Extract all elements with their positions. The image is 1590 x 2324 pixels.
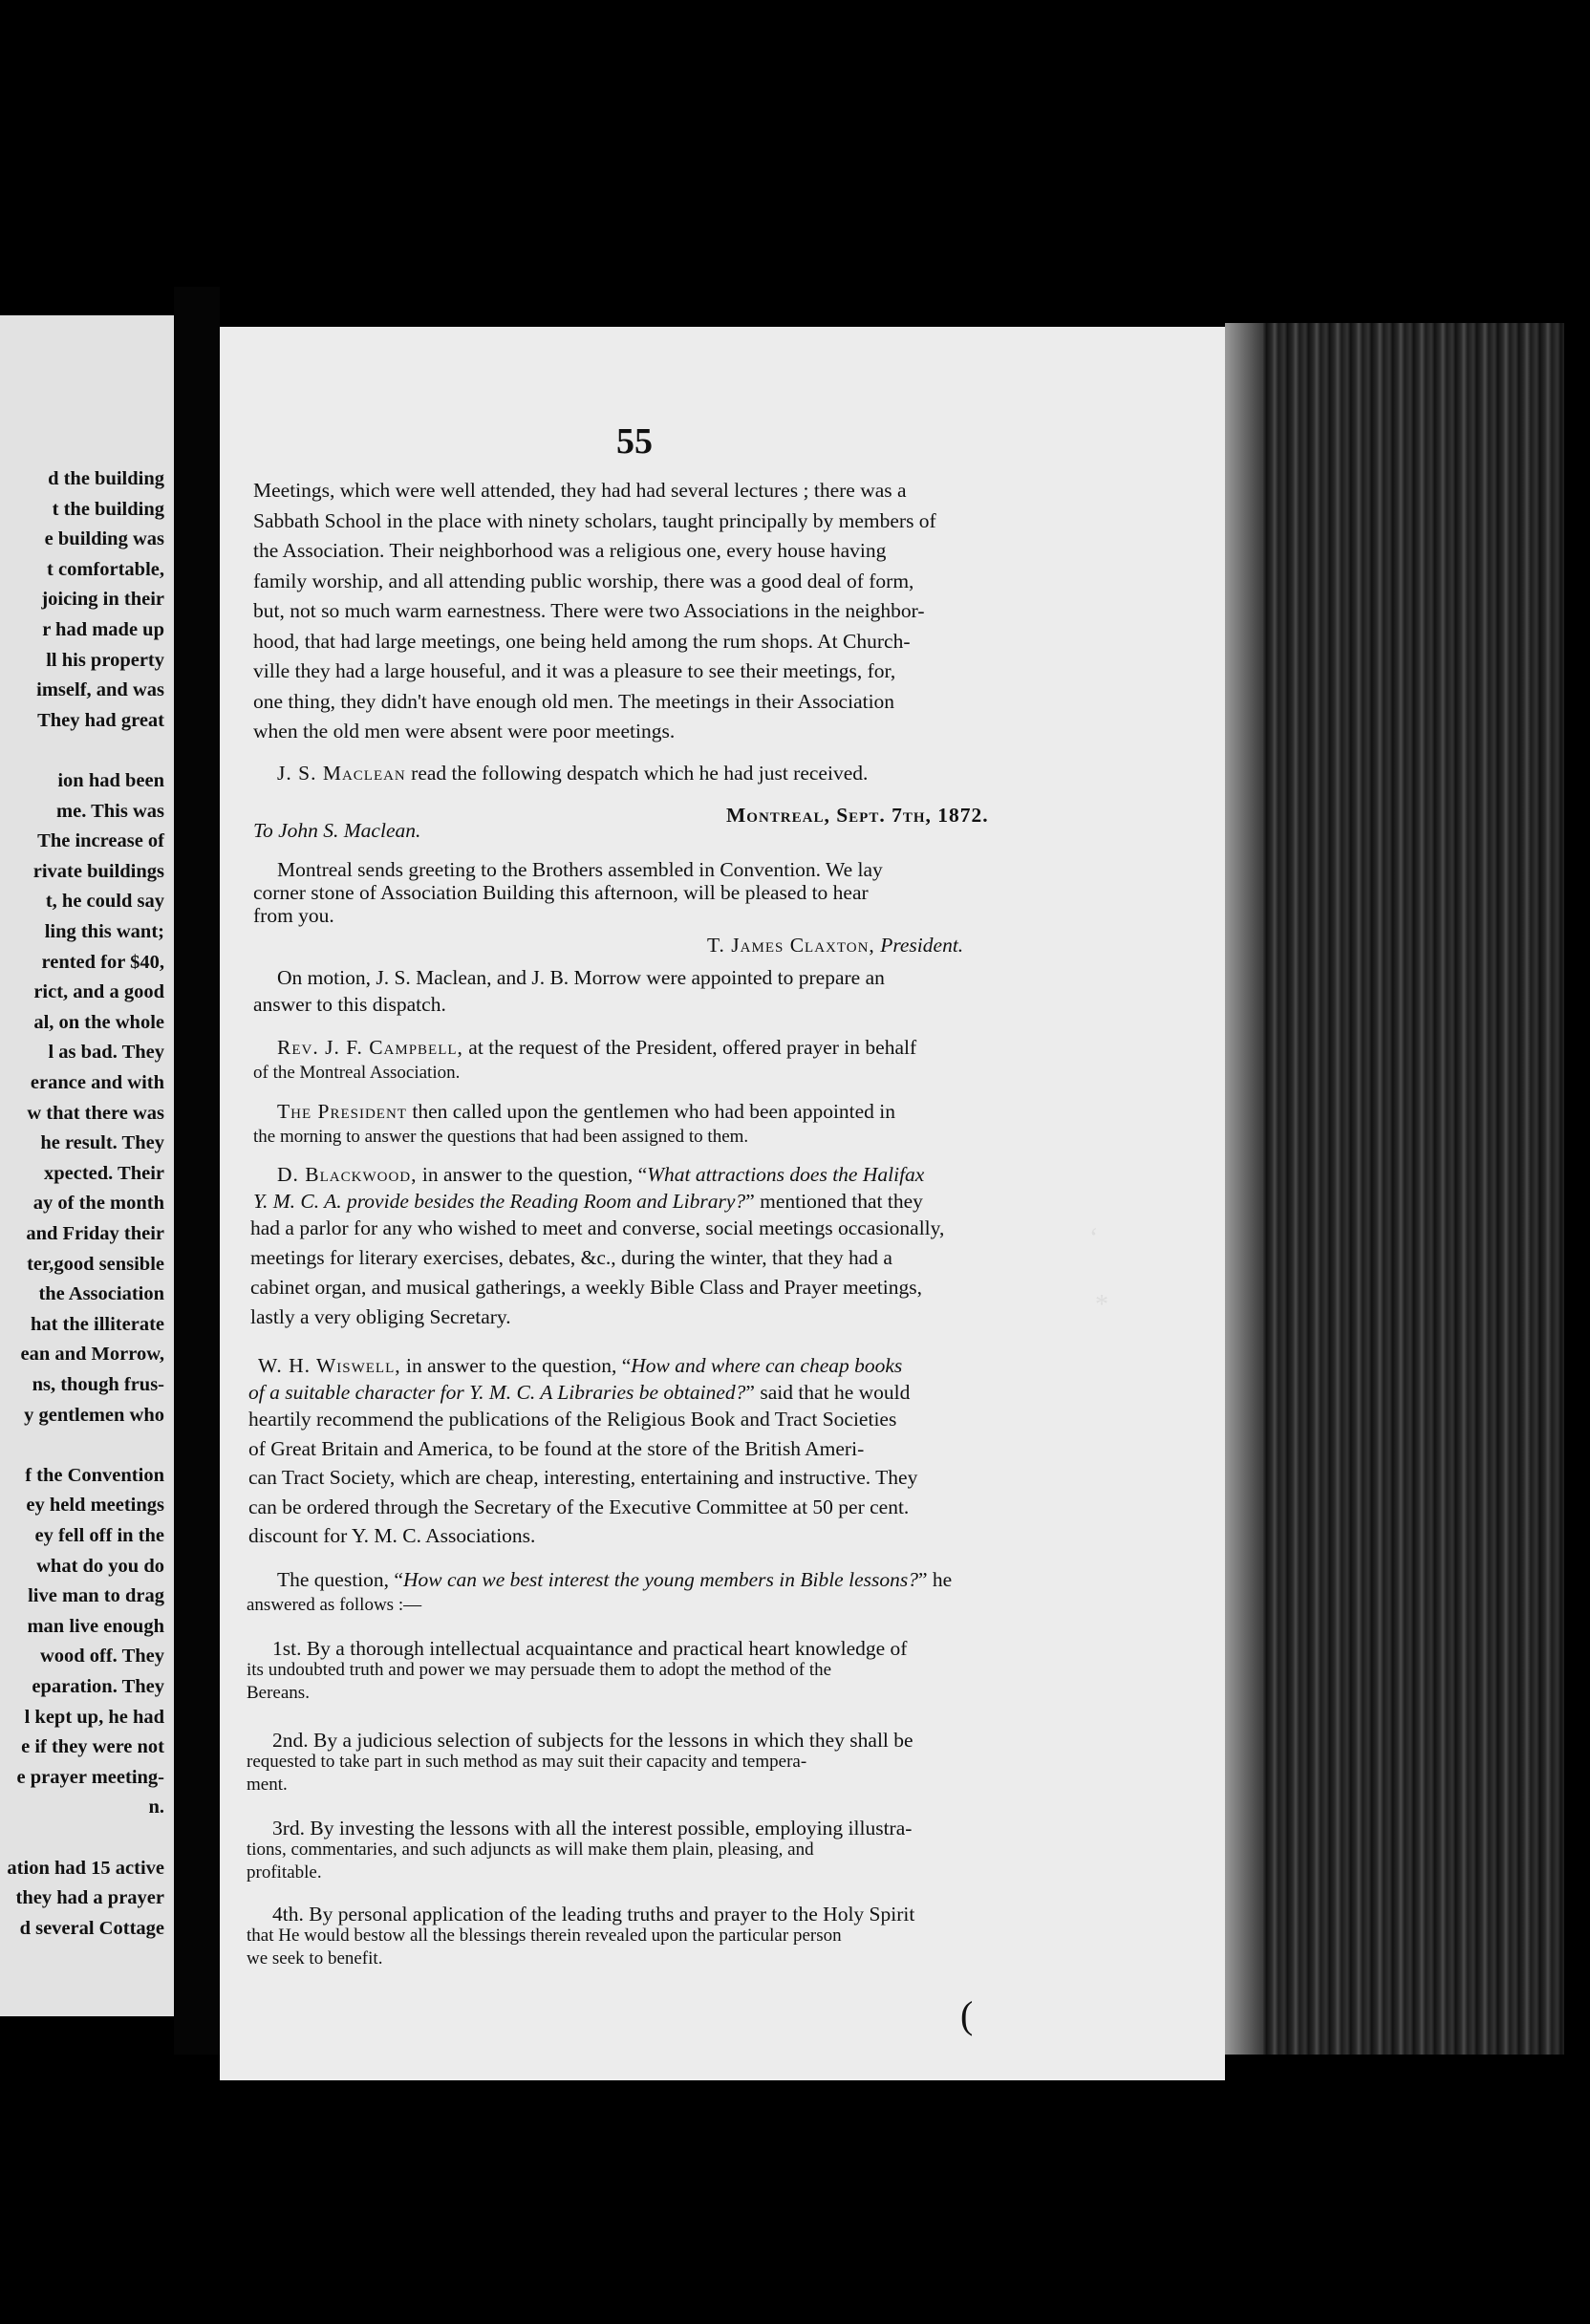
paragraph-line: Meetings, which were well attended, they had had several lectures ; there was a — [253, 479, 907, 502]
left-page-line: f the Convention — [25, 1464, 164, 1486]
blackwood-answer-line: lastly a very obliging Secretary. — [250, 1305, 511, 1328]
motion-line: On motion, J. S. Maclean, and J. B. Morrow were appointed to prepare an — [277, 966, 885, 989]
left-page-line: ion had been — [57, 770, 164, 791]
left-page-line: hat the illiterate — [30, 1313, 164, 1335]
page-number: 55 — [616, 421, 653, 462]
left-page-line: xpected. Their — [43, 1162, 164, 1184]
left-page-line: and Friday their — [26, 1223, 164, 1244]
left-page-line: t, he could say — [45, 891, 164, 913]
answer-line: its undoubted truth and power we may persuade them to adopt the method of the — [247, 1660, 832, 1680]
answer-line: we seek to benefit. — [247, 1948, 383, 1969]
wiswell-answer-line: can be ordered through the Secretary of the Executive Committee at 50 per cent. — [248, 1495, 910, 1518]
wiswell-answer-line: heartily recommend the publications of the Religious Book and Tract Societies — [248, 1408, 897, 1431]
left-page-line: man live enough — [27, 1615, 164, 1637]
margin-mark: ‘ — [1089, 1223, 1099, 1253]
left-page-line: d several Cottage — [19, 1917, 164, 1939]
motion-line: answer to this dispatch. — [253, 993, 446, 1016]
question-line-1: The question, “How can we best interest the young members in Bible lessons?” he — [277, 1568, 953, 1591]
left-page-line: me. This was — [56, 800, 164, 822]
answer-line: 2nd. By a judicious selection of subjects for the lessons in which they shall be — [272, 1729, 913, 1752]
left-page-line: erance and with — [30, 1072, 164, 1093]
wiswell-line-1: W. H. Wiswell, in answer to the question, “How and where can cheap books — [258, 1354, 903, 1377]
left-page-line: y gentlemen who — [24, 1404, 164, 1426]
left-page-line: ey fell off in the — [34, 1525, 164, 1546]
addressee: To John S. Maclean. — [253, 819, 421, 842]
despatch-line: Montreal sends greeting to the Brothers assembled in Convention. We lay — [277, 858, 883, 881]
left-page-line: al, on the whole — [33, 1011, 164, 1033]
left-page-line: ll his property — [46, 649, 164, 671]
answer-line: 1st. By a thorough intellectual acquaintance and practical heart knowledge of — [272, 1637, 908, 1660]
signature: T. James Claxton, President. — [707, 934, 964, 957]
president-line-2: the morning to answer the questions that had been assigned to them. — [253, 1127, 749, 1147]
wiswell-answer-line: of Great Britain and America, to be found at the store of the British Ameri- — [248, 1436, 865, 1460]
answer-line: Bereans. — [247, 1683, 310, 1703]
left-page-line: live man to drag — [28, 1585, 164, 1607]
left-page-line: the Association — [38, 1283, 164, 1305]
left-page-line: e building was — [44, 528, 164, 550]
president-paragraph: The President then called upon the gentlemen who had been appointed in — [277, 1100, 896, 1123]
paragraph-line: one thing, they didn't have enough old men. The meetings in their Association — [253, 689, 895, 713]
left-page-line: l as bad. They — [48, 1042, 164, 1064]
page-edges — [1225, 323, 1564, 2055]
left-page-line: eparation. They — [32, 1676, 164, 1697]
left-page-line: imself, and was — [36, 679, 164, 701]
wiswell-answer-line: discount for Y. M. C. Associations. — [248, 1524, 536, 1547]
left-page-line: rented for $40, — [41, 951, 164, 973]
paragraph-line: when the old men were absent were poor meetings. — [253, 720, 676, 742]
dateline: Montreal, Sept. 7th, 1872. — [726, 804, 989, 827]
left-page-line: n. — [148, 1797, 164, 1818]
margin-mark: * — [1095, 1290, 1108, 1320]
left-page-line: ean and Morrow, — [20, 1344, 164, 1366]
left-page-line: what do you do — [36, 1555, 164, 1577]
speaker-name: J. S. Maclean — [277, 762, 406, 785]
book-gutter — [174, 287, 220, 2055]
blackwood-line-1: D. Blackwood, in answer to the question, “What attractions does the Halifax — [277, 1163, 925, 1186]
left-page-line: d the building — [48, 468, 164, 489]
answer-line: tions, commentaries, and such adjuncts as will make them plain, pleasing, and — [247, 1840, 814, 1860]
answer-line: requested to take part in such method as may suit their capacity and tempera- — [247, 1752, 807, 1772]
blackwood-answer-line: cabinet organ, and musical gatherings, a weekly Bible Class and Prayer meetings, — [250, 1276, 922, 1299]
answer-line: ment. — [247, 1775, 288, 1795]
left-page-line: joicing in their — [41, 589, 164, 611]
left-page-line: r had made up — [42, 619, 164, 640]
blackwood-answer-line: had a parlor for any who wished to meet and converse, social meetings occasionally, — [250, 1216, 945, 1239]
left-page-line: ling this want; — [44, 921, 164, 942]
paragraph-line: but, not so much warm earnestness. There were two Associations in the neighbor- — [253, 599, 925, 622]
blackwood-line-2: Y. M. C. A. provide besides the Reading Room and Library?” mentioned that they — [253, 1190, 923, 1213]
left-page-line: rict, and a good — [33, 981, 164, 1003]
left-page-line: ey held meetings — [26, 1495, 164, 1517]
prayer-line-2: of the Montreal Association. — [253, 1063, 461, 1083]
wiswell-line-2: of a suitable character for Y. M. C. A Libraries be obtained?” said that he would — [248, 1381, 911, 1404]
despatch-line: from you. — [253, 904, 334, 927]
left-page-line: ns, though frus- — [32, 1374, 164, 1395]
prayer-paragraph: Rev. J. F. Campbell, at the request of the President, offered prayer in behalf — [277, 1036, 917, 1059]
paragraph-line: the Association. Their neighborhood was a religious one, every house having — [253, 539, 887, 562]
left-page-line: rivate buildings — [32, 860, 164, 882]
left-page-line: they had a prayer — [15, 1887, 164, 1909]
left-page-line: he result. They — [40, 1132, 164, 1154]
page-edge-shade — [1225, 323, 1263, 2055]
blackwood-answer-line: meetings for literary exercises, debates, &c., during the winter, that they had a — [250, 1246, 892, 1269]
margin-mark: ( — [960, 1993, 974, 2036]
answer-line: 3rd. By investing the lessons with all the interest possible, employing illustra- — [272, 1817, 913, 1840]
left-page-line: e if they were not — [21, 1736, 164, 1758]
left-page-line: ter,good sensible — [27, 1253, 164, 1275]
paragraph-line: Sabbath School in the place with ninety scholars, taught principally by members of — [253, 508, 936, 532]
answer-line: 4th. By personal application of the leading truths and prayer to the Holy Spirit — [272, 1903, 915, 1926]
maclean-paragraph: J. S. Maclean read the following despatch which he had just received. — [277, 762, 869, 785]
left-page-line: ation had 15 active — [7, 1857, 164, 1879]
left-page-line: t comfortable, — [47, 558, 164, 580]
wiswell-answer-line: can Tract Society, which are cheap, interesting, entertaining and instructive. They — [248, 1466, 918, 1489]
paragraph-line: hood, that had large meetings, one being held among the rum shops. At Church- — [253, 629, 911, 653]
paragraph-line: family worship, and all attending public worship, there was a good deal of form, — [253, 569, 914, 592]
despatch-line: corner stone of Association Building this afternoon, will be pleased to hear — [253, 881, 869, 904]
left-page-fragment — [0, 315, 174, 2016]
left-page-line: t the building — [52, 498, 164, 520]
left-page-line: The increase of — [37, 830, 164, 852]
left-page-line: e prayer meeting- — [16, 1766, 164, 1788]
answer-line: that He would bestow all the blessings therein revealed upon the particular person — [247, 1926, 842, 1946]
left-page-line: l kept up, he had — [24, 1706, 164, 1728]
left-page-line: wood off. They — [39, 1646, 164, 1668]
question-line-2: answered as follows :— — [247, 1595, 422, 1615]
left-page-line: w that there was — [27, 1102, 164, 1124]
answer-line: profitable. — [247, 1862, 322, 1883]
left-page-line: ay of the month — [32, 1193, 164, 1215]
left-page-line: They had great — [37, 709, 164, 731]
paragraph-line: ville they had a large houseful, and it was a pleasure to see their meetings, for, — [253, 659, 896, 682]
